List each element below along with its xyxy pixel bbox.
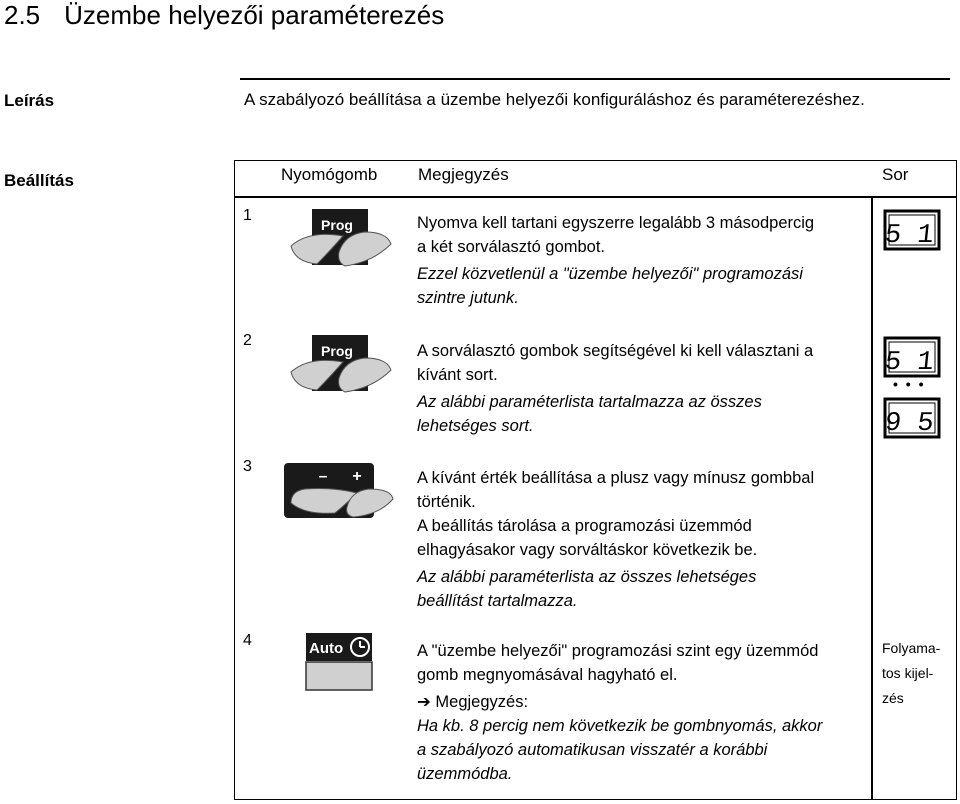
note-line: elhagyásakor vagy sorváltáskor következik be. bbox=[417, 541, 758, 559]
note-italic-line: Ezzel közvetlenül a "üzembe helyezői" programozási bbox=[417, 265, 803, 283]
note-line: A beállítás tárolása a programozási üzemmód bbox=[417, 517, 752, 535]
note-italic-line: Az alábbi paraméterlista az összes lehetséges bbox=[417, 568, 757, 586]
note-line: kívánt sort. bbox=[417, 366, 498, 384]
row-note bbox=[417, 466, 877, 613]
row-number: 4 bbox=[243, 632, 252, 649]
note-italic-line: szintre jutunk. bbox=[417, 289, 519, 307]
row-number: 2 bbox=[243, 332, 252, 349]
note-line: A kívánt érték beállítása a plusz vagy mínusz gombbal bbox=[417, 469, 815, 487]
section-number: 2.5 bbox=[4, 0, 41, 30]
note-italic-line: beállítást tartalmazza. bbox=[417, 592, 578, 610]
row-display-text bbox=[882, 636, 954, 711]
section-title bbox=[4, 0, 444, 31]
description-text: A szabályozó beállítása a üzembe helyezői konfiguráláshoz és paraméterezéshez. bbox=[244, 90, 865, 109]
settings-label: Beállítás bbox=[4, 171, 74, 190]
note-line: A sorválasztó gombok segítségével ki kell választani a bbox=[417, 342, 814, 360]
remark-label: Megjegyzés: bbox=[435, 693, 529, 711]
clock-icon bbox=[351, 638, 369, 656]
ellipsis-dots: • • • bbox=[893, 376, 926, 392]
note-italic-line: lehetséges sort. bbox=[417, 417, 534, 435]
row-note bbox=[417, 339, 877, 438]
prog-label: Prog bbox=[321, 343, 353, 359]
lcd-display-end bbox=[883, 397, 941, 439]
arrow-icon: ➔ bbox=[417, 693, 431, 711]
note-line: történik. bbox=[417, 493, 476, 511]
lcd-display bbox=[883, 209, 941, 251]
row-number: 3 bbox=[243, 458, 252, 475]
auto-label: Auto bbox=[309, 640, 344, 657]
note-italic-line: üzemmódba. bbox=[417, 765, 513, 783]
minus-label: – bbox=[318, 468, 328, 485]
table-header-divider bbox=[234, 196, 957, 198]
display-text-line: Folyama- bbox=[882, 640, 941, 656]
header-note: Megjegyzés bbox=[418, 165, 509, 184]
divider bbox=[240, 78, 950, 80]
note-italic-line: a szabályozó automatikusan visszatér a korábbi bbox=[417, 741, 768, 759]
display-text-line: tos kijel- bbox=[882, 665, 934, 681]
prog-button-icon[interactable] bbox=[287, 208, 397, 270]
display-text-line: zés bbox=[882, 690, 904, 706]
section-title-text: Üzembe helyezői paraméterezés bbox=[64, 0, 445, 30]
note-line: Nyomva kell tartani egyszerre legalább 3 másodpercig bbox=[417, 214, 815, 232]
note-line: a két sorválasztó gombot. bbox=[417, 238, 606, 256]
note-italic-line: Az alábbi paraméterlista tartalmazza az összes bbox=[417, 393, 762, 411]
lcd-display-start bbox=[883, 336, 941, 378]
lcd-value: 5 1 bbox=[883, 347, 936, 378]
plus-minus-button-icon[interactable] bbox=[283, 461, 398, 521]
note-line: A "üzembe helyezői" programozási szint egy üzemmód bbox=[417, 642, 819, 660]
plus-label: + bbox=[352, 468, 362, 485]
auto-button-icon[interactable] bbox=[305, 632, 375, 692]
prog-label: Prog bbox=[321, 217, 353, 233]
lcd-value: 9 5 bbox=[883, 408, 936, 439]
note-remark bbox=[417, 690, 877, 714]
row-number: 1 bbox=[243, 207, 252, 224]
prog-button-icon[interactable] bbox=[287, 334, 397, 396]
row-note bbox=[417, 211, 877, 310]
header-button: Nyomógomb bbox=[281, 165, 378, 184]
lcd-value: 5 1 bbox=[883, 220, 936, 251]
note-italic-line: Ha kb. 8 percig nem következik be gombnyomás, akkor bbox=[417, 717, 823, 735]
header-row: Sor bbox=[882, 165, 909, 184]
row-note bbox=[417, 639, 877, 786]
description-label: Leírás bbox=[4, 91, 55, 110]
note-line: gomb megnyomásával hagyható el. bbox=[417, 666, 678, 684]
